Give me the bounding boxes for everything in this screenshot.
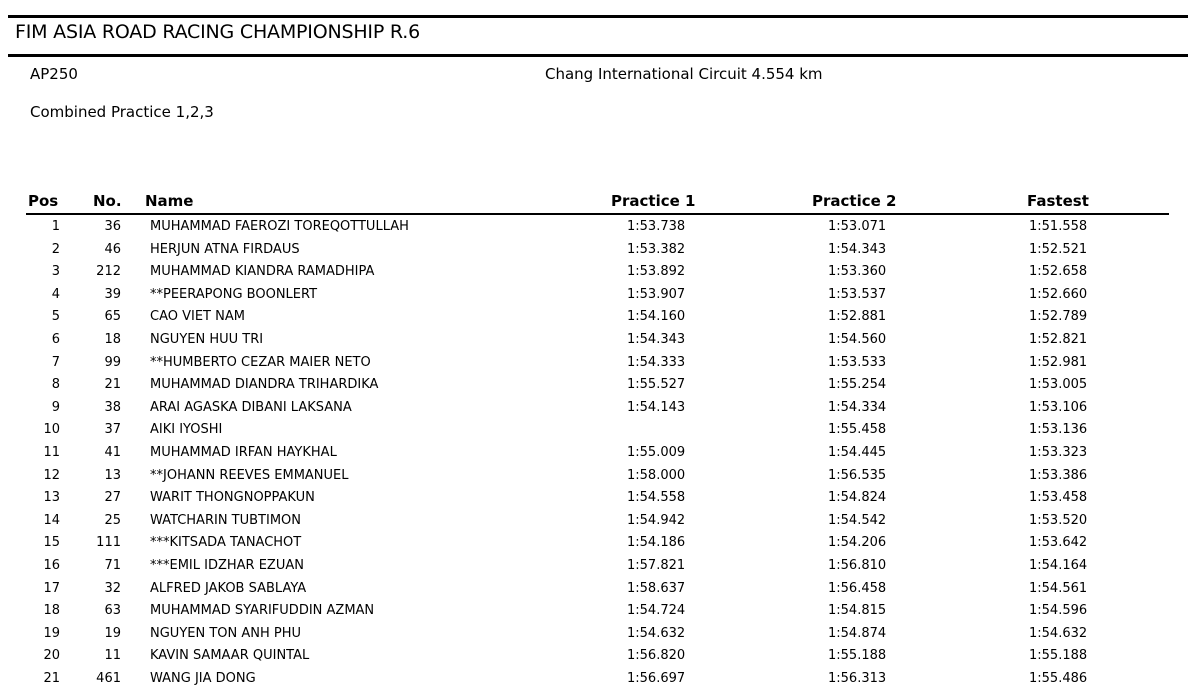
circuit-info: Chang International Circuit 4.554 km (545, 65, 823, 83)
top-rule (8, 15, 1188, 18)
cell-practice-1: 1:53.738 (627, 219, 686, 234)
header-divider (26, 213, 1169, 215)
cell-pos: 3 (51, 264, 60, 280)
cell-number: 13 (104, 467, 121, 483)
cell-practice-2: 1:56.313 (828, 670, 887, 686)
table-row (0, 239, 1191, 262)
cell-practice-1: 1:54.558 (627, 490, 686, 506)
cell-fastest: 1:54.561 (1029, 580, 1088, 596)
cell-practice-1: 1:53.907 (627, 286, 686, 302)
cell-practice-1: 1:53.892 (627, 264, 686, 280)
cell-pos: 16 (43, 557, 60, 573)
cell-fastest: 1:51.558 (1029, 219, 1088, 234)
cell-name: NGUYEN TON ANH PHU (150, 625, 302, 641)
cell-pos: 7 (51, 354, 60, 370)
cell-practice-2: 1:54.343 (828, 241, 887, 257)
column-header-fastest: Fastest (1027, 192, 1089, 210)
table-row (0, 442, 1191, 465)
table-row (0, 419, 1191, 442)
cell-practice-2: 1:54.445 (828, 444, 887, 460)
cell-name: ***EMIL IDZHAR EZUAN (150, 557, 304, 573)
cell-name: MUHAMMAD IRFAN HAYKHAL (150, 444, 337, 460)
column-header-name: Name (145, 192, 194, 210)
cell-practice-2: 1:54.560 (828, 331, 887, 347)
cell-name: WARIT THONGNOPPAKUN (150, 490, 315, 506)
cell-practice-2: 1:55.188 (828, 648, 887, 664)
cell-pos: 2 (51, 241, 60, 257)
cell-pos: 1 (51, 219, 60, 234)
cell-number: 111 (96, 535, 121, 551)
cell-practice-2: 1:53.533 (828, 354, 887, 370)
cell-practice-2: 1:52.881 (828, 309, 887, 325)
table-row (0, 465, 1191, 488)
cell-pos: 13 (43, 490, 60, 506)
cell-name: **HUMBERTO CEZAR MAIER NETO (150, 354, 371, 370)
table-row (0, 397, 1191, 420)
cell-practice-1: 1:54.186 (627, 535, 686, 551)
cell-practice-1: 1:56.820 (627, 648, 686, 664)
cell-fastest: 1:52.981 (1029, 354, 1088, 370)
cell-practice-2: 1:56.810 (828, 557, 887, 573)
table-row (0, 510, 1191, 533)
cell-practice-2: 1:54.824 (828, 490, 887, 506)
cell-practice-1: 1:55.009 (627, 444, 686, 460)
cell-number: 63 (104, 603, 121, 619)
cell-number: 41 (104, 444, 121, 460)
cell-pos: 21 (43, 670, 60, 686)
cell-fastest: 1:54.596 (1029, 603, 1088, 619)
cell-pos: 6 (51, 331, 60, 347)
column-header-practice-2: Practice 2 (812, 192, 897, 210)
cell-practice-1: 1:57.821 (627, 557, 686, 573)
cell-pos: 14 (43, 512, 60, 528)
cell-practice-1: 1:53.382 (627, 241, 686, 257)
column-header-practice-1: Practice 1 (611, 192, 696, 210)
cell-name: **PEERAPONG BOONLERT (150, 286, 318, 302)
cell-pos: 15 (43, 535, 60, 551)
class-name: AP250 (30, 65, 78, 83)
cell-practice-1: 1:54.942 (627, 512, 686, 528)
cell-pos: 18 (43, 603, 60, 619)
cell-name: MUHAMMAD SYARIFUDDIN AZMAN (150, 603, 375, 619)
table-row (0, 600, 1191, 623)
cell-fastest: 1:52.658 (1029, 264, 1088, 280)
table-row (0, 306, 1191, 329)
cell-practice-2: 1:56.458 (828, 580, 887, 596)
cell-practice-2: 1:55.458 (828, 422, 887, 438)
cell-fastest: 1:55.486 (1029, 670, 1088, 686)
cell-number: 11 (104, 648, 121, 664)
cell-practice-2: 1:56.535 (828, 467, 887, 483)
cell-number: 461 (96, 670, 121, 686)
cell-number: 212 (96, 264, 121, 280)
cell-practice-1: 1:54.160 (627, 309, 686, 325)
column-header-no: No. (93, 192, 122, 210)
cell-practice-2: 1:54.334 (828, 399, 887, 415)
cell-fastest: 1:52.789 (1029, 309, 1088, 325)
cell-number: 46 (104, 241, 121, 257)
table-row (0, 284, 1191, 307)
cell-practice-1: 1:54.333 (627, 354, 686, 370)
cell-name: ***KITSADA TANACHOT (150, 535, 302, 551)
cell-pos: 10 (43, 422, 60, 438)
table-row (0, 532, 1191, 555)
cell-fastest: 1:53.642 (1029, 535, 1088, 551)
cell-fastest: 1:53.323 (1029, 444, 1088, 460)
cell-pos: 5 (51, 309, 60, 325)
cell-number: 65 (104, 309, 121, 325)
table-row (0, 668, 1191, 691)
table-row (0, 329, 1191, 352)
cell-fastest: 1:54.632 (1029, 625, 1088, 641)
cell-name: ARAI AGASKA DIBANI LAKSANA (150, 399, 352, 415)
cell-name: MUHAMMAD DIANDRA TRIHARDIKA (150, 377, 379, 393)
cell-number: 32 (104, 580, 121, 596)
cell-practice-2: 1:55.254 (828, 377, 887, 393)
cell-number: 21 (104, 377, 121, 393)
cell-practice-1: 1:55.527 (627, 377, 686, 393)
cell-pos: 17 (43, 580, 60, 596)
cell-practice-1: 1:54.724 (627, 603, 686, 619)
document-title: FIM ASIA ROAD RACING CHAMPIONSHIP R.6 (15, 21, 420, 43)
cell-number: 27 (104, 490, 121, 506)
cell-practice-1: 1:54.143 (627, 399, 686, 415)
cell-fastest: 1:53.386 (1029, 467, 1088, 483)
cell-practice-2: 1:53.360 (828, 264, 887, 280)
table-row (0, 578, 1191, 601)
cell-name: AIKI IYOSHI (150, 422, 223, 438)
table-row (0, 555, 1191, 578)
cell-practice-1: 1:58.637 (627, 580, 686, 596)
cell-number: 39 (104, 286, 121, 302)
cell-name: ALFRED JAKOB SABLAYA (150, 580, 307, 596)
column-header-pos: Pos (28, 192, 59, 210)
cell-pos: 4 (51, 286, 60, 302)
cell-number: 38 (104, 399, 121, 415)
cell-name: **JOHANN REEVES EMMANUEL (150, 467, 349, 483)
cell-practice-2: 1:54.542 (828, 512, 887, 528)
cell-practice-2: 1:53.537 (828, 286, 887, 302)
cell-name: MUHAMMAD FAEROZI TOREQOTTULLAH (150, 219, 409, 234)
cell-practice-1: 1:54.343 (627, 331, 686, 347)
cell-name: NGUYEN HUU TRI (150, 331, 264, 347)
cell-practice-2: 1:54.206 (828, 535, 887, 551)
cell-number: 18 (104, 331, 121, 347)
cell-name: KAVIN SAMAAR QUINTAL (150, 648, 310, 664)
table-row (0, 216, 1191, 239)
cell-pos: 12 (43, 467, 60, 483)
cell-name: MUHAMMAD KIANDRA RAMADHIPA (150, 264, 375, 280)
cell-practice-1: 1:58.000 (627, 467, 686, 483)
cell-fastest: 1:53.520 (1029, 512, 1088, 528)
cell-fastest: 1:53.136 (1029, 422, 1088, 438)
cell-pos: 11 (43, 444, 60, 460)
cell-fastest: 1:55.188 (1029, 648, 1088, 664)
cell-number: 19 (104, 625, 121, 641)
cell-practice-2: 1:54.874 (828, 625, 887, 641)
cell-name: HERJUN ATNA FIRDAUS (150, 241, 300, 257)
cell-fastest: 1:52.660 (1029, 286, 1088, 302)
cell-fastest: 1:53.458 (1029, 490, 1088, 506)
table-row (0, 623, 1191, 646)
table-row (0, 645, 1191, 668)
cell-fastest: 1:53.005 (1029, 377, 1088, 393)
cell-name: WANG JIA DONG (150, 670, 256, 686)
cell-practice-1: 1:56.697 (627, 670, 686, 686)
cell-number: 99 (104, 354, 121, 370)
cell-name: WATCHARIN TUBTIMON (150, 512, 301, 528)
cell-pos: 9 (51, 399, 60, 415)
cell-fastest: 1:53.106 (1029, 399, 1088, 415)
table-row (0, 374, 1191, 397)
table-row (0, 261, 1191, 284)
table-row (0, 352, 1191, 375)
cell-number: 71 (104, 557, 121, 573)
cell-practice-2: 1:53.071 (828, 219, 887, 234)
cell-number: 25 (104, 512, 121, 528)
table-body (0, 216, 1191, 690)
cell-pos: 8 (51, 377, 60, 393)
cell-fastest: 1:52.521 (1029, 241, 1088, 257)
session-name: Combined Practice 1,2,3 (30, 103, 214, 121)
cell-practice-2: 1:54.815 (828, 603, 887, 619)
cell-practice-1: 1:54.632 (627, 625, 686, 641)
cell-fastest: 1:52.821 (1029, 331, 1088, 347)
table-row (0, 487, 1191, 510)
cell-pos: 19 (43, 625, 60, 641)
cell-pos: 20 (43, 648, 60, 664)
title-rule (8, 54, 1188, 57)
cell-name: CAO VIET NAM (150, 309, 245, 325)
cell-number: 36 (104, 219, 121, 234)
cell-number: 37 (104, 422, 121, 438)
cell-fastest: 1:54.164 (1029, 557, 1088, 573)
